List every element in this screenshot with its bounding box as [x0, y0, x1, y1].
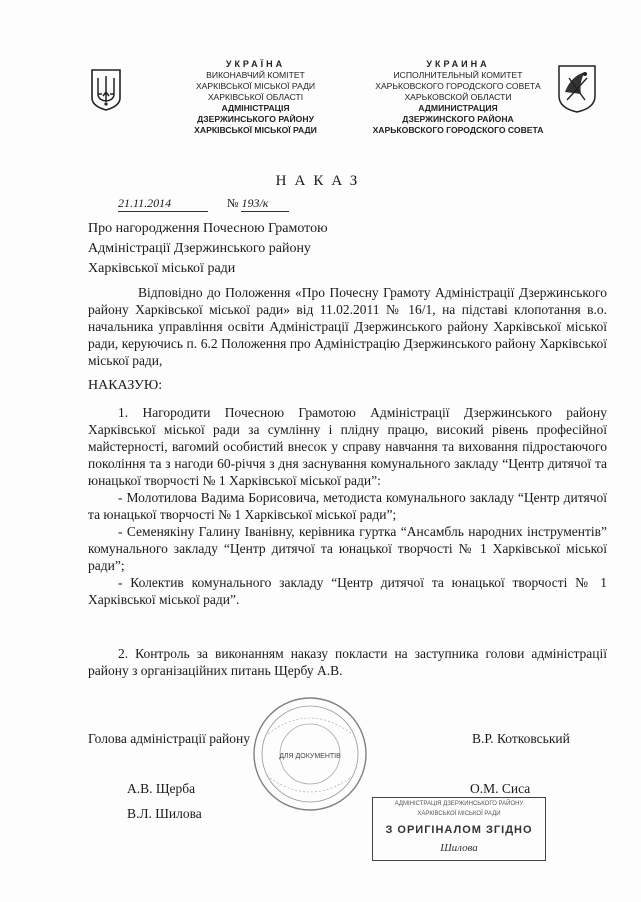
- header-country: УКРАЇНА: [225, 59, 286, 69]
- header-line: ХАРЬКОВСКОГО ГОРОДСКОГО СОВЕТА: [375, 81, 541, 91]
- head-title: Голова адміністрації району: [88, 731, 250, 746]
- signatory-3: В.Л. Шилова: [127, 806, 202, 821]
- order-item-1: [88, 404, 607, 608]
- header-line: ДЗЕРЖИНСКОГО РАЙОНА: [402, 114, 514, 124]
- order-item-2: 2. Контроль за виконанням наказу покласти на заступника голови адміністрації району з організаційних питань Щербу А.В.: [88, 646, 607, 678]
- header-line: АДМИНИСТРАЦИЯ: [418, 103, 498, 113]
- seal-text: ДЛЯ ДОКУМЕНТІВ: [279, 753, 341, 760]
- copy-certified-stamp: [372, 797, 546, 861]
- header-line: ХАРКІВСЬКОЇ МІСЬКОЇ РАДИ: [194, 125, 317, 135]
- order-subject: [88, 219, 328, 279]
- round-seal-stamp: [250, 694, 370, 814]
- header-line: ХАРКІВСЬКОЇ МІСЬКОЇ РАДИ: [195, 81, 316, 91]
- subject-line: Харківської міської ради: [88, 261, 236, 276]
- header-russian: [368, 59, 548, 136]
- order-date: 21.11.2014: [118, 196, 208, 212]
- header-line: ВИКОНАВЧИЙ КОМІТЕТ: [206, 70, 305, 80]
- document-title: НАКАЗ: [275, 173, 366, 189]
- header-line: ИСПОЛНИТЕЛЬНЫЙ КОМИТЕТ: [393, 70, 523, 80]
- subject-line: Адміністрації Дзержинського району: [88, 241, 311, 256]
- header-country: УКРАИНА: [426, 59, 490, 69]
- copy-org-line: ХАРКІВСЬКОЇ МІСЬКОЇ РАДИ: [417, 811, 501, 817]
- header-line: ДЗЕРЖИНСЬКОГО РАЙОНУ: [197, 114, 314, 124]
- awardee-3: - Колектив комунального закладу “Центр дитячої та юнацької творчості № 1 Харківської міської ради”.: [88, 575, 607, 607]
- trident-emblem-icon: [88, 68, 124, 112]
- city-coat-of-arms-icon: [555, 62, 599, 114]
- copy-main-text: З ОРИГІНАЛОМ ЗГІДНО: [385, 824, 533, 836]
- copy-org-line: АДМІНІСТРАЦІЯ ДЗЕРЖИНСЬКОГО РАЙОНУ: [394, 801, 524, 807]
- header-line: АДМІНІСТРАЦІЯ: [221, 103, 290, 113]
- header-line: ХАРЬКОВСКОГО ГОРОДСКОГО СОВЕТА: [372, 125, 544, 135]
- order-word: НАКАЗУЮ:: [88, 378, 163, 393]
- order-date-number: [118, 196, 289, 212]
- subject-line: Про нагородження Почесною Грамотою: [88, 221, 328, 236]
- preamble-paragraph: Відповідно до Положення «Про Почесну Грамоту Адміністрації Дзержинського району Харківської міської ради» від 11.02.2011 № 16/1, на підставі клопотання в.о. начальника управління освіти Адміністрації Дзержинського району Харківської міської ради, керуючись п. 6.2 Положення про Адміністрацію Дзержинського району Харківської міської ради,: [88, 285, 607, 368]
- header-line: ХАРЬКОВСКОЙ ОБЛАСТИ: [404, 92, 512, 102]
- signatory-2: О.М. Сиса: [470, 781, 531, 796]
- head-name: В.Р. Котковський: [472, 731, 570, 746]
- copy-signature: Шилова: [440, 842, 478, 854]
- order-number-sign: №: [227, 196, 239, 210]
- header-line: ХАРКІВСЬКОЇ ОБЛАСТІ: [207, 92, 304, 102]
- header-ukrainian: [168, 59, 343, 136]
- item-1-intro: 1. Нагородити Почесною Грамотою Адміністрації Дзержинського району Харківської міської ради за сумлінну і плідну працю, високий рівень професійної майстерності, вагомий особистий внесок у справу навчання та виховання підростаючого покоління та з нагоди 60-річчя з дня заснування комунального закладу “Центр дитячої та юнацької творчості № 1 Харківської міської ради”:: [88, 405, 607, 488]
- awardee-1: - Молотилова Вадима Борисовича, методиста комунального закладу “Центр дитячої та юнацької творчості № 1 Харківської міської ради”;: [88, 490, 607, 522]
- awardee-2: - Семенякіну Галину Іванівну, керівника гуртка “Ансамбль народних інструментів” комунального закладу “Центр дитячої та юнацької творчості № 1 Харківської міської ради”;: [88, 524, 607, 573]
- signatory-1: А.В. Щерба: [127, 781, 196, 796]
- order-number: 193/к: [241, 196, 289, 212]
